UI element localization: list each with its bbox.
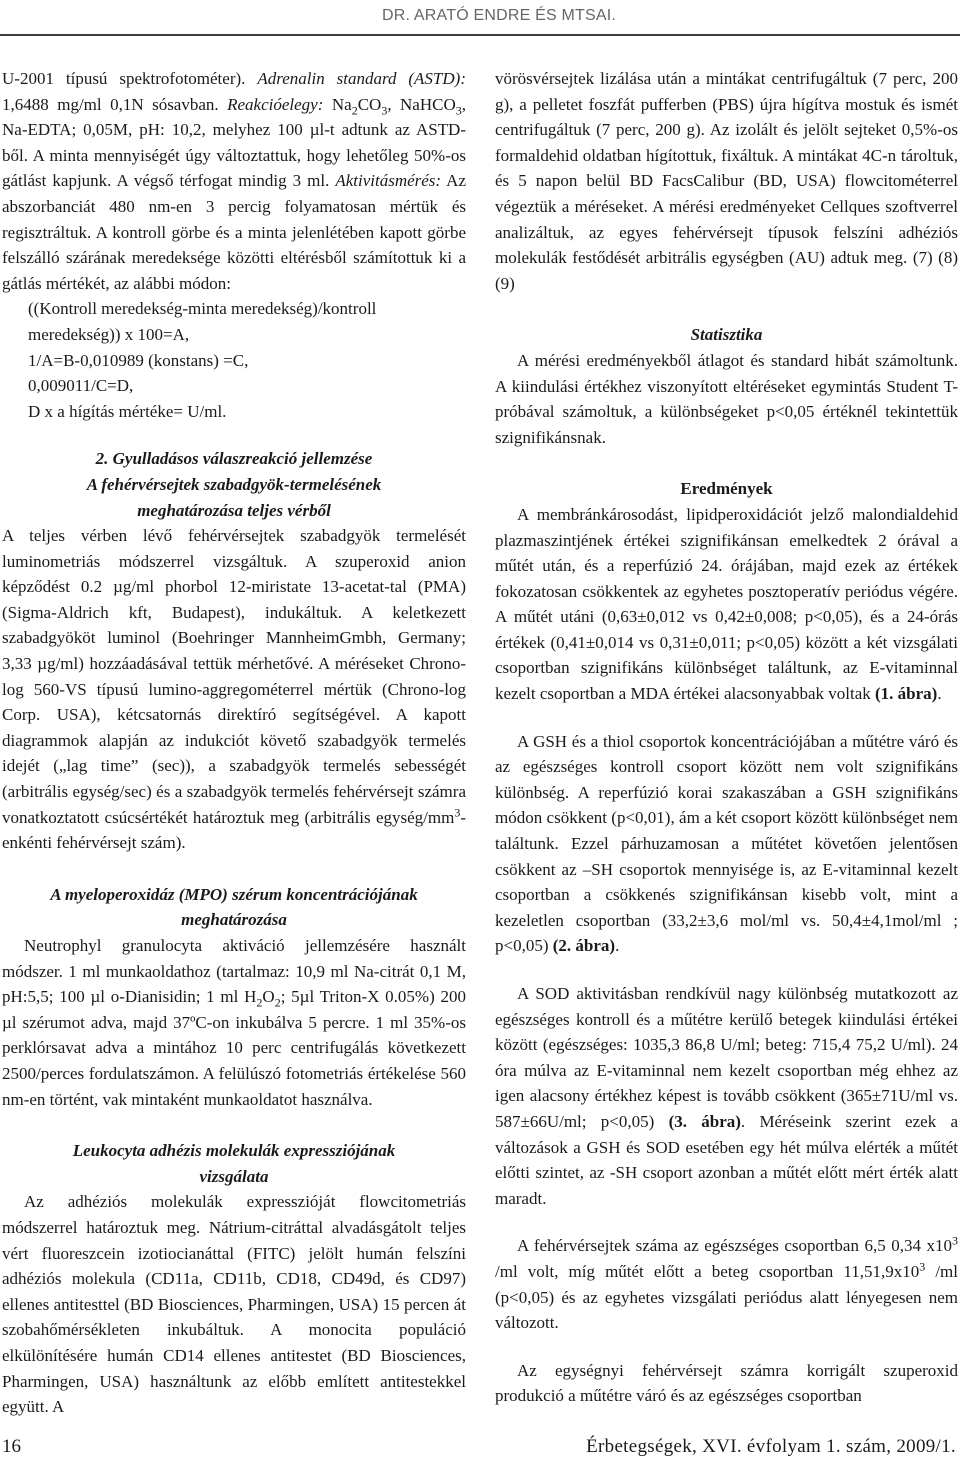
figure-ref: (3. ábra)	[668, 1111, 741, 1131]
paragraph-luminometry: A teljes vérben lévő fehérvérsejtek szabadgyök termelését luminometriás módszerrel vizsgáltuk. A szuperoxid anion képződést 0.2 µg/ml phorbol 12-miristate 13-acetat-tal (PMA) (Sigma-Aldrich kft, Budapest), indukáltuk. A keletkezett szabadgyököt luminol (Boehringer MannheimGmbh, Germany; 3,33 µg/ml) hozzáadásával tettük mérhetővé. A méréseket Chrono-log 560-VS típusú lumino-aggregométerrel mértük (Chrono-log Corp. USA), kétcsatornás direktíró segítségével. A kapott diagrammok alapján az indukciót követő szabadgyök termelés idejét („lag time” (sec)), a szabadgyök termelés sebességét (arbitrális egység/sec) és a szabadgyök termelés fehérvérsejt számra vonatkoztatott csúcsértékét határoztuk meg (arbitrális egység/$mm^3$-enkénti fehérvérsejt szám).	[2, 526, 466, 853]
subsection-heading: vizsgálata	[199, 1166, 269, 1186]
formula-line: D x a hígítás mértéke= U/ml.	[28, 401, 227, 421]
page-number: 16	[2, 1436, 21, 1457]
formula-line: 0,009011/C=D,	[28, 376, 134, 396]
paragraph-statistics: A mérési eredményekből átlagot és standard hibát számoltunk. A kiindulási értékhez viszonyított eltéréseket egymintás Student T-próbával számoltuk, a különbségeket p<0,05 értéknél tekintettük szignifikánsnak.	[495, 350, 958, 447]
paragraph-superoxide: Az egységnyi fehérvérsejt számra korrigált szuperoxid produkció a műtétre váró és az egészséges csoportban	[495, 1360, 958, 1406]
figure-ref: (1. ábra)	[875, 684, 938, 704]
paragraph-mpo: Neutrophyl granulocyta aktiváció jellemzésére használt módszer. 1 ml munkaoldathoz (tartalmaz: 10,9 ml Na-citrát 0,1 M, pH:5,5; 100 µl o-Dianisidin; 1 ml $H_2O_2$; 5µl Triton-X 0.05%) 200 µl szérumot adva, majd 37ºC-on inkubálva 5 percre. 1 ml 35%-os perklórsavat adva a mintához 10 perc centrifugálás következett 2500/perces fordulatszámon. A felülúszó fotometriás értékelése 560 nm-en történt, vak mintaként munkaoldatot használva.	[2, 936, 467, 1109]
formula-block	[2, 296, 466, 424]
journal-citation: Érbetegségek, XVI. évfolyam 1. szám, 2009/1.	[586, 1436, 956, 1457]
paragraph-gsh: A GSH és a thiol csoportok koncentrációjában a műtétre váró és az egészséges kontroll csoport között nem volt szignifikáns különbség. A reperfúzió korai szakaszában a GSH szignifikáns módon csökkent (p<0,01), ám a két csoport között különbséget nem találtunk. Ezzel párhuzamosan a műtétet követően jelentősen csökkent az –SH csoportok mennyisége is, az E-vitaminnal kezelt csoportban a csökkenés szignifikánsan kisebb volt, mint a kezeletlen csoportban (33,2±3,6 mol/ml vs. 50,4±4,1mol/ml ; p<0,05) (2. ábra).	[495, 731, 958, 956]
paragraph-sod: A SOD aktivitásban rendkívül nagy különbség mutatkozott az egészséges kontroll és a műtétre kerülő betegek kiindulási értékei között (egészséges: 1035,3 86,8 U/ml; beteg: 715,4 75,2 U/ml). 24 óra múlva az E-vitaminnal nem kezelt csoportban még ehhez az igen alacsony értékhez képest is tovább csökkent (365±71U/ml vs. 587±66U/ml; p<0,05) (3. ábra). Méréseink szerint ezek a változások a GSH és SOD esetében egy hét múlva elérték a műtét előtti szintet, az -SH csoport azonban a műtét előtt mért érték alatt maradt.	[495, 984, 959, 1208]
subsection-heading: A myeloperoxidáz (MPO) szérum koncentrációjának	[50, 884, 418, 904]
subsection-heading: A fehérvérsejtek szabadgyök-termelésének	[86, 474, 382, 494]
section-heading-statistics: Statisztika	[690, 325, 763, 345]
subsection-heading: Leukocyta adhézis molekulák expressziójának	[72, 1141, 396, 1161]
paragraph-method-sod: U-2001 típusú spektrofotométer). Adrenalin standard (ASTD): 1,6488 mg/ml 0,1N sósavban. Reakcióelegy: $Na_2CO_3$, NaHCO$_3$, Na-EDTA; 0,05M, pH: 10,2, melyhez 100 µl-t adtunk az ASTD-ből. A minta mennyiségét úgy változtattuk, hogy lehetőleg 50%-os gátlást kapjunk. A végső térfogat mindig 3 ml. Aktivitásmérés: Az abszorbanciát 480 nm-en 3 percig folyamatosan mértük és regisztráltuk. A kontroll görbe és a minta jelenlétében kapott görbe felszálló szárának meredeksége közötti eltérésből számítottuk ki a gátlás mértékét, az alábbi módon:	[2, 69, 466, 293]
formula-line: 1/A=B-0,010989 (konstans) =C,	[28, 350, 249, 370]
subsection-heading: meghatározása	[181, 910, 287, 930]
section-heading-results: Eredmények	[680, 479, 773, 499]
paragraph-flow-cytometry: vörösvérsejtek lizálása után a mintákat centrifugáltuk (7 perc, 200 g), a pelletet foszfát pufferben (PBS) újra hígítva mostuk és ismét centrifugáltuk (7 perc, 200 g). Az izolált és jelölt sejteket 0,5%-os formaldehid oldatban hígítottuk, fixáltuk. A mintákat 4C-n tároltuk, és 5 napon belül BD FacsCalibur (BD, USA) flowcitométerrel végeztük a méréseket. A mérési eredményeket Cellques szoftverrel analizáltuk, az egyes fehérvérsejt típusok felszíni adhéziós molekulák festődését arbitrális egységben (AU) adtuk meg. (7) (8) (9)	[495, 69, 958, 293]
subsection-heading: meghatározása teljes vérből	[137, 500, 331, 520]
right-column	[495, 66, 958, 1409]
running-title: DR. ARATÓ ENDRE ÉS MTSAI.	[382, 7, 617, 24]
paragraph-wbc-count: A fehérvérsejtek száma az egészséges csoportban 6,5 0,34 $x10^3$ /ml volt, míg műtét előtt a beteg csoportban $11,51,9x10^3$ /ml (p<0,05) és az egyhetes vizsgálati periódus alatt lényegesen nem változott.	[495, 1233, 959, 1333]
section-heading: 2. Gyulladásos válaszreakció jellemzése	[95, 449, 373, 469]
paragraph-mda: A membránkárosodást, lipidperoxidációt jelző malondialdehid plazmaszintjének értékei szignifikánsan emelkedtek 2 órával a műtét után, és a reperfúzió 24. órájában, majd ezek az értékek fokozatosan csökkentek az egyhetes posztoperatív periódus végére. A műtét utáni (0,63±0,012 vs 0,42±0,008; p<0,05), és a 24-órás értékek (0,41±0,014 vs 0,31±0,011; p<0,05) között a két vizsgálati csoportban szignifikáns különbséget találtunk, az E-vitaminnal kezelt csoportban a MDA értékei alacsonyabbak voltak (1. ábra).	[495, 504, 958, 704]
header-divider	[0, 34, 960, 36]
page-header	[0, 0, 960, 36]
paragraph-adhesion: Az adhéziós molekulák expresszióját flowcitometriás módszerrel határoztuk meg. Nátrium-citráttal alvadásgátolt teljes vért fluoreszcein izotiocianáttal (FITC) jelölt humán felszíni adhéziós molekula (CD11a, CD11b, CD18, CD49d, és CD97) ellenes antitesttel (BD Biosciences, Pharmingen, USA) 15 percen át szobahőmérsékleten inkubáltuk. A monocita populáció elkülönítésére humán CD14 ellenes antitestet (BD Biosciences, Pharmingen, USA) használtunk az előbb említett antitestekkel együtt. A	[2, 1192, 466, 1417]
figure-ref: (2. ábra)	[552, 936, 616, 956]
formula-line: ((Kontroll meredekség-minta meredekség)/kontroll meredekség)) x 100=A,	[28, 299, 377, 344]
left-column	[2, 66, 466, 1420]
